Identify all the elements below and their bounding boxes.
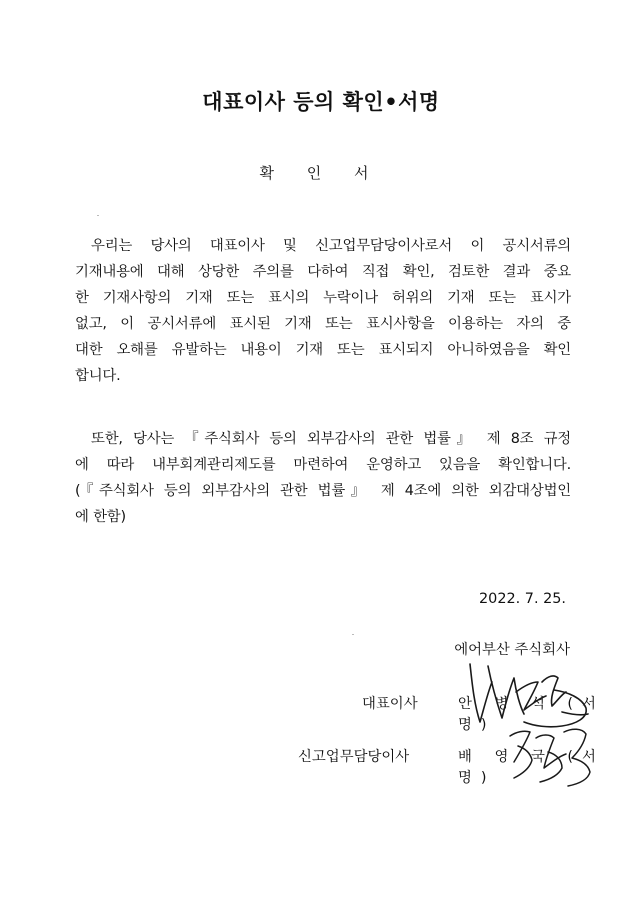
- paragraph-line: 에 한함): [75, 509, 126, 525]
- signer-name-ceo: 안 병 석 (서명): [458, 696, 605, 733]
- signer-role-ceo: 대표이사: [362, 696, 418, 712]
- paragraph-line: 없고, 이 공시서류에 표시된 기재 또는 표시사항을 이용하는 자의 중: [75, 316, 571, 332]
- internal-control-paragraph: [75, 426, 571, 530]
- paragraph-line: 한 기재사항의 기재 또는 표시의 누락이나 허위의 기재 또는 표시가: [75, 290, 571, 306]
- signer-role-disclosure-officer: 신고업무담당이사: [298, 749, 410, 765]
- paragraph-line: 우리는 당사의 대표이사 및 신고업무담당이사로서 이 공시서류의: [91, 238, 571, 254]
- disclosure-officer-signature-icon: [500, 712, 600, 792]
- company-name: 에어부산 주식회사: [454, 642, 570, 658]
- paragraph-line: 대한 오해를 유발하는 내용이 기재 또는 표시되지 아니하였음을 확인: [75, 342, 571, 358]
- signer-name-disclosure-officer: 배 영 국 (서명): [458, 749, 605, 786]
- scan-speck: [97, 215, 99, 216]
- paragraph-line: 기재내용에 대해 상당한 주의를 다하여 직접 확인, 검토한 결과 중요: [75, 264, 571, 280]
- paragraph-line: 합니다.: [75, 368, 121, 384]
- paragraph-line: (『주식회사 등의 외부감사의 관한 법률』 제 4조에 의한 외감대상법인: [75, 483, 571, 499]
- document-subtitle: 확 인 서: [259, 164, 383, 182]
- confirmation-paragraph: [75, 233, 571, 389]
- document-title: 대표이사 등의 확인•서명: [202, 90, 440, 114]
- scan-speck: [352, 634, 354, 635]
- paragraph-line: 에 따라 내부회계관리제도를 마련하여 운영하고 있음을 확인합니다.: [75, 457, 571, 473]
- document-date: 2022. 7. 25.: [479, 591, 566, 607]
- paragraph-line: 또한, 당사는 『주식회사 등의 외부감사의 관한 법률』 제 8조 규정: [91, 431, 571, 447]
